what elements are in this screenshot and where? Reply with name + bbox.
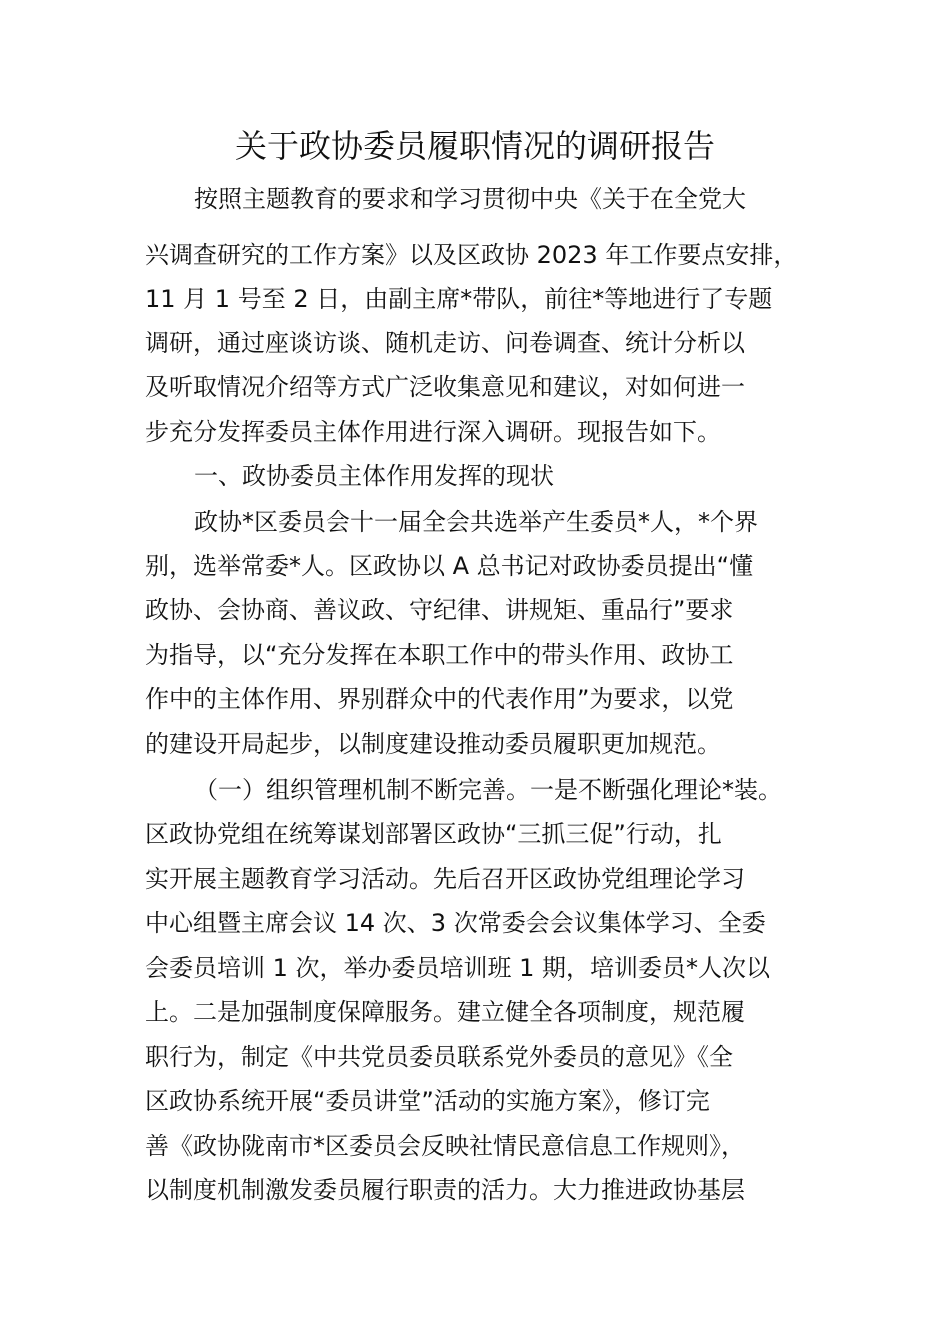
paragraph-line: 及听取情况介绍等方式广泛收集意见和建议，对如何进一 [145, 373, 745, 401]
paragraph-line: 区政协系统开展“委员讲堂”活动的实施方案》，修订完 [145, 1087, 710, 1115]
paragraph-line: 上。二是加强制度保障服务。建立健全各项制度，规范履 [145, 998, 745, 1026]
paragraph-line: 以制度机制激发委员履行职责的活力。大力推进政协基层 [145, 1176, 745, 1204]
paragraph-line: 善《政协陇南市*区委员会反映社情民意信息工作规则》， [145, 1132, 745, 1160]
paragraph-line: 为指导，以“充分发挥在本职工作中的带头作用、政协工 [145, 641, 734, 669]
subsection-line: （一）组织管理机制不断完善。一是不断强化理论*装。 [194, 776, 782, 804]
paragraph-line: 会委员培训 1 次，举办委员培训班 1 期，培训委员*人次以 [145, 954, 771, 982]
paragraph-line: 的建设开局起步，以制度建设推动委员履职更加规范。 [145, 730, 721, 758]
paragraph-line: 职行为，制定《中共党员委员联系党外委员的意见》《全 [145, 1043, 733, 1071]
paragraph-line: 兴调查研究的工作方案》以及区政协 2023 年工作要点安排， [145, 241, 798, 269]
paragraph-line: 步充分发挥委员主体作用进行深入调研。现报告如下。 [145, 418, 721, 446]
paragraph-line: 作中的主体作用、界别群众中的代表作用”为要求，以党 [145, 685, 734, 713]
section-heading: 一、政协委员主体作用发挥的现状 [194, 462, 554, 490]
paragraph-line: 政协*区委员会十一届全会共选举产生委员*人，*个界 [194, 508, 758, 536]
paragraph-line: 别，选举常委*人。区政协以 A 总书记对政协委员提出“懂 [145, 552, 754, 580]
paragraph-line: 按照主题教育的要求和学习贯彻中央《关于在全党大 [194, 185, 746, 213]
paragraph-line: 区政协党组在统筹谋划部署区政协“三抓三促”行动，扎 [145, 820, 722, 848]
document-title: 关于政协委员履职情况的调研报告 [234, 127, 715, 165]
paragraph-line: 调研，通过座谈访谈、随机走访、问卷调查、统计分析以 [145, 329, 745, 357]
paragraph-line: 中心组暨主席会议 14 次、3 次常委会会议集体学习、全委 [145, 909, 766, 937]
paragraph-line: 11 月 1 号至 2 日，由副主席*带队，前往*等地进行了专题 [145, 285, 773, 313]
paragraph-line: 政协、会协商、善议政、守纪律、讲规矩、重品行”要求 [145, 596, 734, 624]
paragraph-line: 实开展主题教育学习活动。先后召开区政协党组理论学习 [145, 865, 745, 893]
